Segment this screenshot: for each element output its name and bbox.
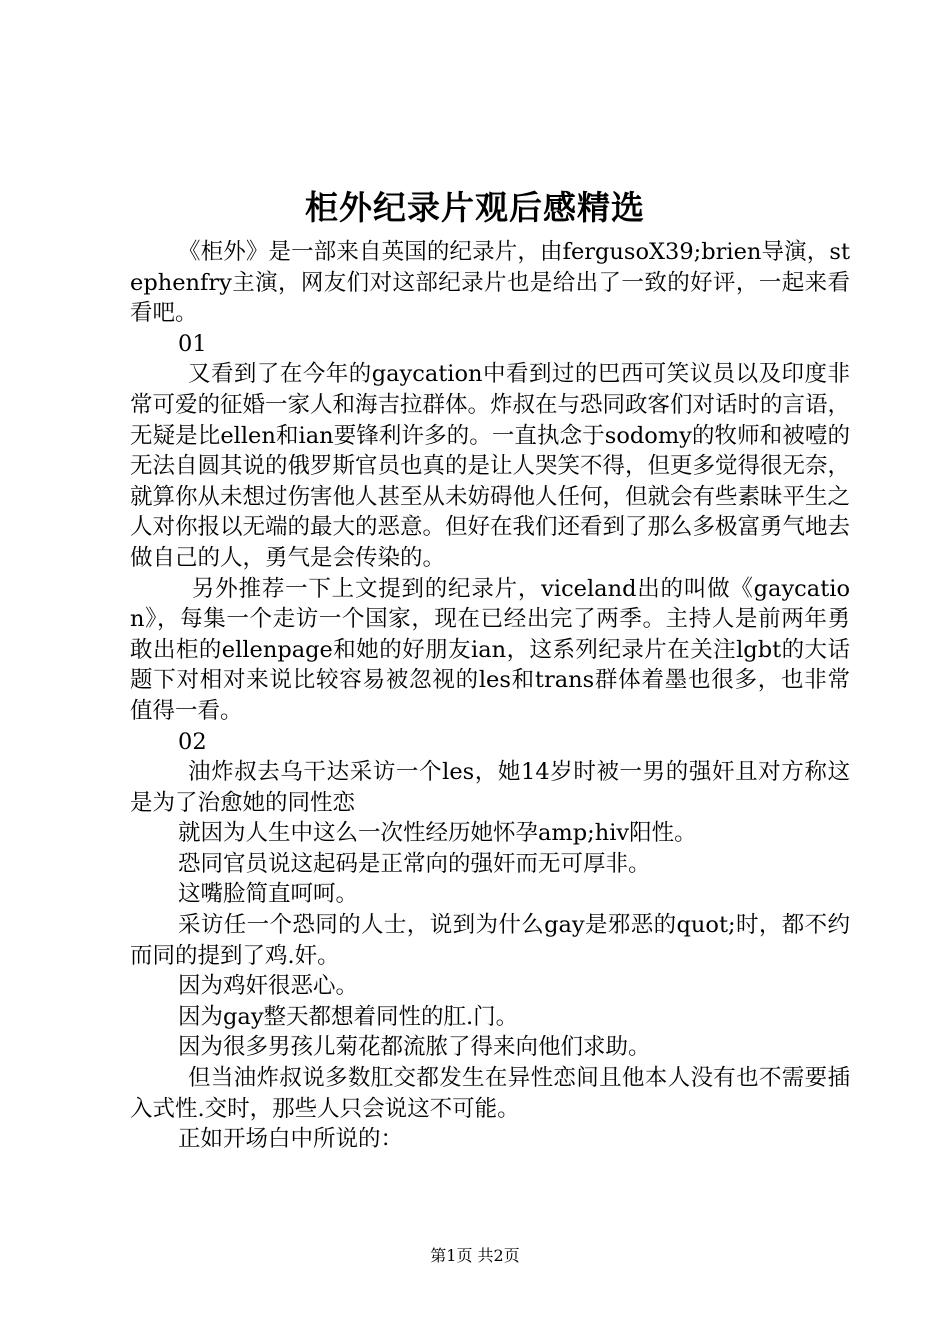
section-number-02: 02 <box>178 728 207 755</box>
paragraph: 另外推荐一下上文提到的纪录片，viceland出的叫做《gaycation》，每集一个走访一个国家，现在已经出完了两季。主持人是前两年勇敢出柜的ellenpage和她的好朋友ian，这系列纪录片在关注lgbt的大话题下对相对来说比较容易被忽视的les和trans群体着墨也很多，也非常值得一看。 <box>130 575 850 724</box>
paragraph: 恐同官员说这起码是正常向的强奸而无可厚非。 <box>178 850 651 877</box>
document-title: 柜外纪录片观后感精选 <box>305 188 645 227</box>
paragraph: 正如开场白中所说的： <box>178 1126 404 1153</box>
paragraph: 采访任一个恐同的人士，说到为什么gay是邪恶的quot;时，都不约而同的提到了鸡.奸。 <box>130 912 850 969</box>
paragraph: 因为gay整天都想着同性的肛.门。 <box>178 1003 519 1030</box>
document-body <box>130 237 850 1155</box>
paragraph: 又看到了在今年的gaycation中看到过的巴西可笑议员以及印度非常可爱的征婚一家人和海吉拉群体。炸叔在与恐同政客们对话时的言语，无疑是比ellen和ian要锋利许多的。一直执念于sodomy的牧师和被噎的无法自圆其说的俄罗斯官员也真的是让人哭笑不得，但更多觉得很无奈，就算你从未想过伤害他人甚至从未妨碍他人任何，但就会有些素昧平生之人对你报以无端的最大的恶意。但好在我们还看到了那么多极富勇气地去做自己的人，勇气是会传染的。 <box>130 361 851 571</box>
section-number-01: 01 <box>178 330 207 357</box>
paragraph: 这嘴脸简直呵呵。 <box>178 881 359 908</box>
paragraph: 但当油炸叔说多数肛交都发生在异性恋间且他本人没有也不需要插入式性.交时，那些人只会说这不可能。 <box>130 1065 850 1122</box>
paragraph: 因为鸡奸很恶心。 <box>178 973 359 1000</box>
page-number-footer: 第1页 共2页 <box>430 1246 520 1265</box>
paragraph-intro: 《柜外》是一部来自英国的纪录片，由fergusoX39;brien导演，stephenfry主演，网友们对这部纪录片也是给出了一致的好评，一起来看看吧。 <box>130 239 850 327</box>
paragraph: 油炸叔去乌干达采访一个les，她14岁时被一男的强奸且对方称这是为了治愈她的同性恋 <box>130 759 850 816</box>
paragraph: 就因为人生中这么一次性经历她怀孕amp;hiv阳性。 <box>178 820 697 847</box>
paragraph: 因为很多男孩儿菊花都流脓了得来向他们求助。 <box>178 1034 651 1061</box>
